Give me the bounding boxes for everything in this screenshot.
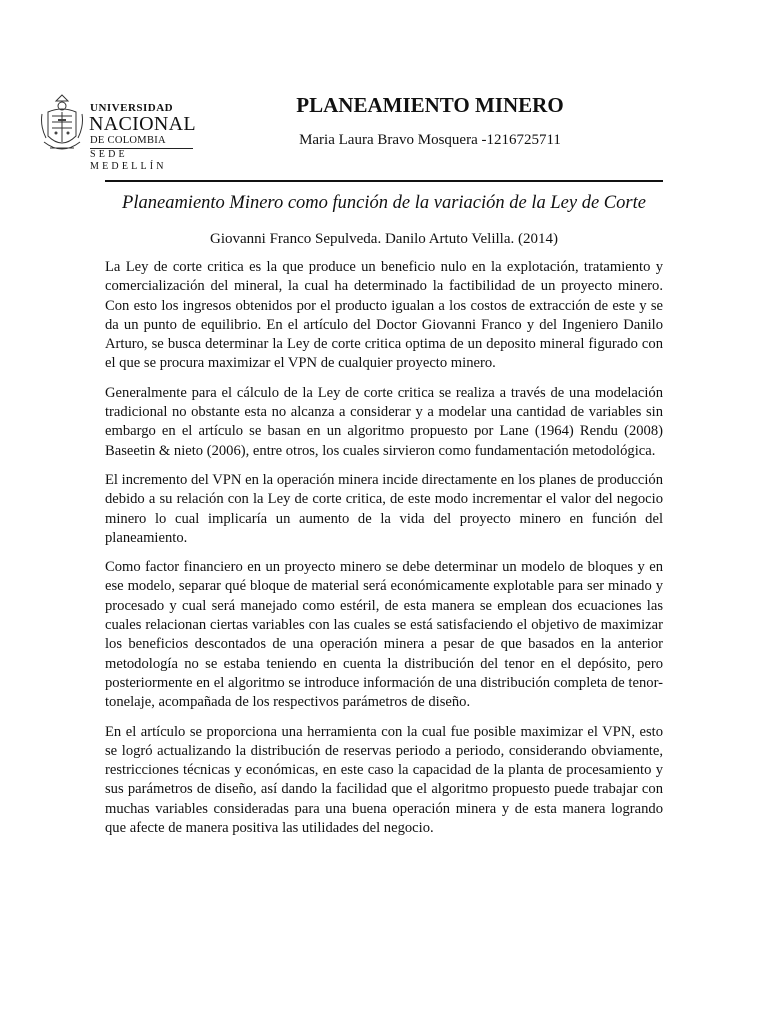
paragraph: El incremento del VPN en la operación minera incide directamente en los planes de producción debido a su relación con la Ley de corte critica, de este modo incrementar el valor del negocio minero lo cual implicaría un aumento de la vida del proyecto minero en función del planeamiento. — [105, 471, 663, 546]
logo-line-nacional: NACIONAL — [89, 113, 196, 135]
document-title: PLANEAMIENTO MINERO — [296, 93, 564, 117]
article-authors: Giovanni Franco Sepulveda. Danilo Artuto Velilla. (2014) — [210, 231, 558, 247]
paragraph: Como factor financiero en un proyecto minero se debe determinar un modelo de bloques y en ese modelo, separar qué bloque de material será económicamente explotable para ser minado y procesado y cual será manejado como estéril, de esta manera se emplean dos ecuaciones las cuales relacionan ciertas variables con las cuales se está satisfaciendo el objetivo de maximizar los beneficios descontados de una operación minera a pesar de que basados en la anterior metodología no se estaba teniendo en cuenta la distribución del tenor en el depósito, pero posteriormente en el algoritmo se introduce información de una distribución completa de tenor-tonelaje, acompañada de los respectivos parámetros de diseño. — [105, 559, 663, 711]
header-divider — [105, 180, 663, 182]
logo-line-universidad: UNIVERSIDAD — [90, 102, 174, 114]
university-seal-icon — [38, 92, 86, 158]
paragraph: Generalmente para el cálculo de la Ley de corte critica se realiza a través de una modelación tradicional no obstante esta no alcanza a considerar y a modelar una cantidad de variables sin embargo en el artículo se basan en un algoritmo propuesto por Lane (1964) Rendu (2008) Baseetin & nieto (2006), entre otros, los cuales sirvieron como fundamentación metodológica. — [105, 384, 663, 459]
paragraph: La Ley de corte critica es la que produce un beneficio nulo en la explotación, tratamiento y comercialización del mineral, la cual ha determinado la factibilidad de un proyecto minero. Con esto los ingresos obtenidos por el producto igualan a los costos de extracción de este y se da un punto de equilibrio. En el artículo del Doctor Giovanni Franco y del Ingeniero Danilo Arturo, se busca determinar la Ley de corte critica optima de un deposito mineral figurado con el que se procura maximizar el VPN de cualquier proyecto minero. — [105, 259, 663, 372]
logo-line-de-colombia: DE COLOMBIA — [90, 135, 166, 146]
university-logo — [38, 92, 198, 172]
logo-line-sede: SEDE MEDELLÍN — [90, 149, 167, 172]
article-title: Planeamiento Minero como función de la variación de la Ley de Corte — [122, 193, 646, 213]
document-author: Maria Laura Bravo Mosquera -1216725711 — [299, 132, 561, 148]
body-text — [105, 258, 663, 848]
paragraph: En el artículo se proporciona una herramienta con la cual fue posible maximizar el VPN, esto se logró actualizando la distribución de reservas periodo a periodo, considerando obviamente, restricciones técnicas y económicas, en este caso la capacidad de la planta de procesamiento y sus parámetros de diseño, así dando la facilidad que el algoritmo propuesto puede trabajar con muchas variables consideradas para una buena operación minera y de esta manera logrando que afecte de manera positiva las utilidades del negocio. — [105, 723, 663, 837]
